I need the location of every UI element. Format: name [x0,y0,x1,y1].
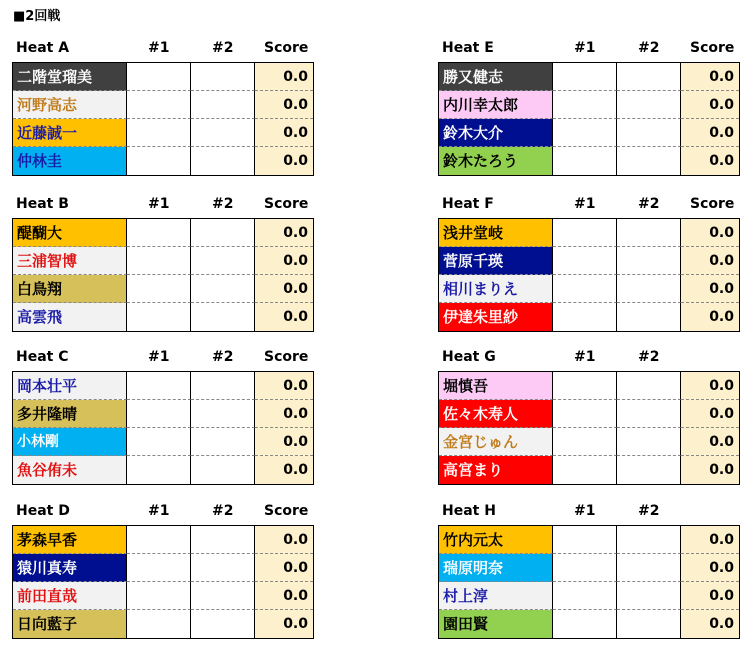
round-2-cell[interactable] [191,63,255,91]
player-name-cell[interactable]: 内川幸太郎 [439,91,553,119]
heat-header [438,499,740,525]
column-header-1: #1 [574,196,596,212]
round-1-cell[interactable] [553,400,617,428]
round-2-cell[interactable] [617,554,681,582]
round-2-cell[interactable] [191,147,255,175]
round-1-cell[interactable] [553,372,617,400]
round-2-cell[interactable] [617,428,681,456]
player-name-cell[interactable]: 日向藍子 [13,610,127,638]
round-2-cell[interactable] [617,303,681,331]
round-2-cell[interactable] [191,554,255,582]
score-cell[interactable]: 0.0 [255,400,313,428]
score-grid [438,218,740,332]
round-1-cell[interactable] [553,219,617,247]
round-2-cell[interactable] [617,147,681,175]
heat-label: Heat D [16,503,70,519]
score-cell[interactable]: 0.0 [255,219,313,247]
column-header-2: #2 [212,349,234,365]
score-grid [438,62,740,176]
score-cell[interactable]: 0.0 [255,147,313,175]
player-name-cell[interactable]: 竹内元太 [439,526,553,554]
round-2-cell[interactable] [191,400,255,428]
round-1-cell[interactable] [127,554,191,582]
heat-label: Heat B [16,196,69,212]
player-name-cell[interactable]: 金宮じゅん [439,428,553,456]
round-2-cell[interactable] [191,428,255,456]
round-2-cell[interactable] [191,219,255,247]
round-1-cell[interactable] [553,582,617,610]
round-2-cell[interactable] [191,610,255,638]
round-1-cell[interactable] [553,526,617,554]
score-cell[interactable]: 0.0 [681,456,739,484]
round-1-cell[interactable] [127,147,191,175]
heat-header [438,36,740,62]
heat-label: Heat G [442,349,496,365]
round-1-cell[interactable] [127,119,191,147]
score-cell[interactable]: 0.0 [255,91,313,119]
column-header-score: Score [264,503,309,519]
player-name-cell[interactable]: 佐々木寿人 [439,400,553,428]
round-1-cell[interactable] [553,610,617,638]
score-cell[interactable]: 0.0 [681,119,739,147]
column-header-score: Score [690,196,735,212]
round-1-cell[interactable] [127,63,191,91]
column-header-1: #1 [148,349,170,365]
score-cell[interactable]: 0.0 [255,428,313,456]
score-cell[interactable]: 0.0 [681,372,739,400]
heat-block-heat-c [12,345,314,485]
score-cell[interactable]: 0.0 [681,554,739,582]
column-header-1: #1 [574,349,596,365]
column-header-1: #1 [574,40,596,56]
player-name-cell[interactable]: 浅井堂岐 [439,219,553,247]
column-header-2: #2 [638,503,660,519]
round-2-cell[interactable] [617,526,681,554]
round-2-cell[interactable] [191,582,255,610]
heat-label: Heat F [442,196,494,212]
player-name-cell[interactable]: 菅原千瑛 [439,247,553,275]
player-name-cell[interactable]: 二階堂瑠美 [13,63,127,91]
heat-block-heat-b [12,192,314,332]
player-name-cell[interactable]: 三浦智博 [13,247,127,275]
column-header-score: Score [264,40,309,56]
player-name-cell[interactable]: 相川まりえ [439,275,553,303]
score-cell[interactable]: 0.0 [255,372,313,400]
score-cell[interactable]: 0.0 [681,247,739,275]
score-cell[interactable]: 0.0 [681,275,739,303]
score-grid [438,525,740,639]
round-2-cell[interactable] [191,275,255,303]
round-1-cell[interactable] [127,91,191,119]
round-1-cell[interactable] [127,275,191,303]
player-name-cell[interactable]: 魚谷侑未 [13,456,127,484]
player-name-cell[interactable]: 仲林圭 [13,147,127,175]
score-cell[interactable]: 0.0 [681,91,739,119]
player-name-cell[interactable]: 醍醐大 [13,219,127,247]
round-2-cell[interactable] [617,63,681,91]
score-cell[interactable]: 0.0 [681,147,739,175]
round-2-cell[interactable] [617,219,681,247]
round-2-cell[interactable] [617,275,681,303]
player-name-cell[interactable]: 茅森早香 [13,526,127,554]
score-cell[interactable]: 0.0 [255,303,313,331]
heat-block-heat-d [12,499,314,639]
round-1-cell[interactable] [127,582,191,610]
round-2-cell[interactable] [191,372,255,400]
round-1-cell[interactable] [127,400,191,428]
round-1-cell[interactable] [553,91,617,119]
heat-header [12,345,314,371]
heat-header [438,192,740,218]
heat-header [12,499,314,525]
player-name-cell[interactable]: 河野高志 [13,91,127,119]
score-grid [12,218,314,332]
round-1-cell[interactable] [127,247,191,275]
player-name-cell[interactable]: 白鳥翔 [13,275,127,303]
column-header-2: #2 [212,503,234,519]
column-header-2: #2 [638,349,660,365]
round-1-cell[interactable] [127,610,191,638]
heat-block-heat-f [438,192,740,332]
round-2-cell[interactable] [617,119,681,147]
score-cell[interactable]: 0.0 [681,303,739,331]
score-cell[interactable]: 0.0 [681,582,739,610]
player-name-cell[interactable]: 村上淳 [439,582,553,610]
score-cell[interactable]: 0.0 [255,275,313,303]
column-header-2: #2 [638,196,660,212]
round-1-cell[interactable] [553,247,617,275]
column-header-2: #2 [212,40,234,56]
score-cell[interactable]: 0.0 [255,526,313,554]
round-2-cell[interactable] [617,610,681,638]
score-cell[interactable]: 0.0 [681,219,739,247]
round-2-cell[interactable] [191,456,255,484]
column-header-score: Score [690,40,735,56]
score-cell[interactable]: 0.0 [681,610,739,638]
player-name-cell[interactable]: 前田直哉 [13,582,127,610]
round-1-cell[interactable] [127,372,191,400]
round-1-cell[interactable] [553,147,617,175]
player-name-cell[interactable]: 高雲飛 [13,303,127,331]
round-1-cell[interactable] [553,428,617,456]
player-name-cell[interactable]: 高宮まり [439,456,553,484]
round-1-cell[interactable] [127,219,191,247]
round-2-cell[interactable] [191,526,255,554]
column-header-1: #1 [148,40,170,56]
round-1-cell[interactable] [127,303,191,331]
round-1-cell[interactable] [553,63,617,91]
score-cell[interactable]: 0.0 [681,428,739,456]
round-1-cell[interactable] [127,456,191,484]
score-cell[interactable]: 0.0 [255,63,313,91]
score-cell[interactable]: 0.0 [255,456,313,484]
column-header-score: Score [264,349,309,365]
player-name-cell[interactable]: 瑞原明奈 [439,554,553,582]
round-1-cell[interactable] [553,275,617,303]
column-header-1: #1 [148,503,170,519]
round-1-cell[interactable] [127,428,191,456]
player-name-cell[interactable]: 勝又健志 [439,63,553,91]
round-2-cell[interactable] [191,303,255,331]
heat-header [12,192,314,218]
heat-header [438,345,740,371]
score-grid [12,371,314,485]
player-name-cell[interactable]: 堀慎吾 [439,372,553,400]
score-grid [438,371,740,485]
round-2-cell[interactable] [617,400,681,428]
score-cell[interactable]: 0.0 [681,63,739,91]
player-name-cell[interactable]: 鈴木大介 [439,119,553,147]
heat-block-heat-e [438,36,740,176]
round-2-cell[interactable] [191,119,255,147]
round-2-cell[interactable] [191,91,255,119]
round-2-cell[interactable] [617,247,681,275]
page-title: ■2回戦 [13,9,61,24]
heat-label: Heat C [16,349,69,365]
player-name-cell[interactable]: 多井隆晴 [13,400,127,428]
round-2-cell[interactable] [617,372,681,400]
heat-header [12,36,314,62]
score-cell[interactable]: 0.0 [255,582,313,610]
round-2-cell[interactable] [617,456,681,484]
heat-block-heat-g [438,345,740,485]
column-header-2: #2 [638,40,660,56]
round-1-cell[interactable] [553,119,617,147]
column-header-1: #1 [574,503,596,519]
column-header-score: Score [264,196,309,212]
player-name-cell[interactable]: 小林剛 [13,428,127,456]
heat-block-heat-a [12,36,314,176]
score-grid [12,525,314,639]
score-cell[interactable]: 0.0 [255,247,313,275]
round-1-cell[interactable] [553,303,617,331]
round-2-cell[interactable] [617,582,681,610]
round-1-cell[interactable] [553,456,617,484]
score-cell[interactable]: 0.0 [255,554,313,582]
column-header-2: #2 [212,196,234,212]
score-cell[interactable]: 0.0 [255,610,313,638]
player-name-cell[interactable]: 園田賢 [439,610,553,638]
player-name-cell[interactable]: 近藤誠一 [13,119,127,147]
heat-label: Heat E [442,40,494,56]
player-name-cell[interactable]: 鈴木たろう [439,147,553,175]
score-cell[interactable]: 0.0 [681,526,739,554]
player-name-cell[interactable]: 猿川真寿 [13,554,127,582]
heat-block-heat-h [438,499,740,639]
player-name-cell[interactable]: 岡本壮平 [13,372,127,400]
round-1-cell[interactable] [127,526,191,554]
round-2-cell[interactable] [617,91,681,119]
heat-label: Heat A [16,40,70,56]
round-1-cell[interactable] [553,554,617,582]
score-cell[interactable]: 0.0 [681,400,739,428]
score-cell[interactable]: 0.0 [255,119,313,147]
round-2-cell[interactable] [191,247,255,275]
score-grid [12,62,314,176]
player-name-cell[interactable]: 伊達朱里紗 [439,303,553,331]
column-header-1: #1 [148,196,170,212]
heat-label: Heat H [442,503,496,519]
